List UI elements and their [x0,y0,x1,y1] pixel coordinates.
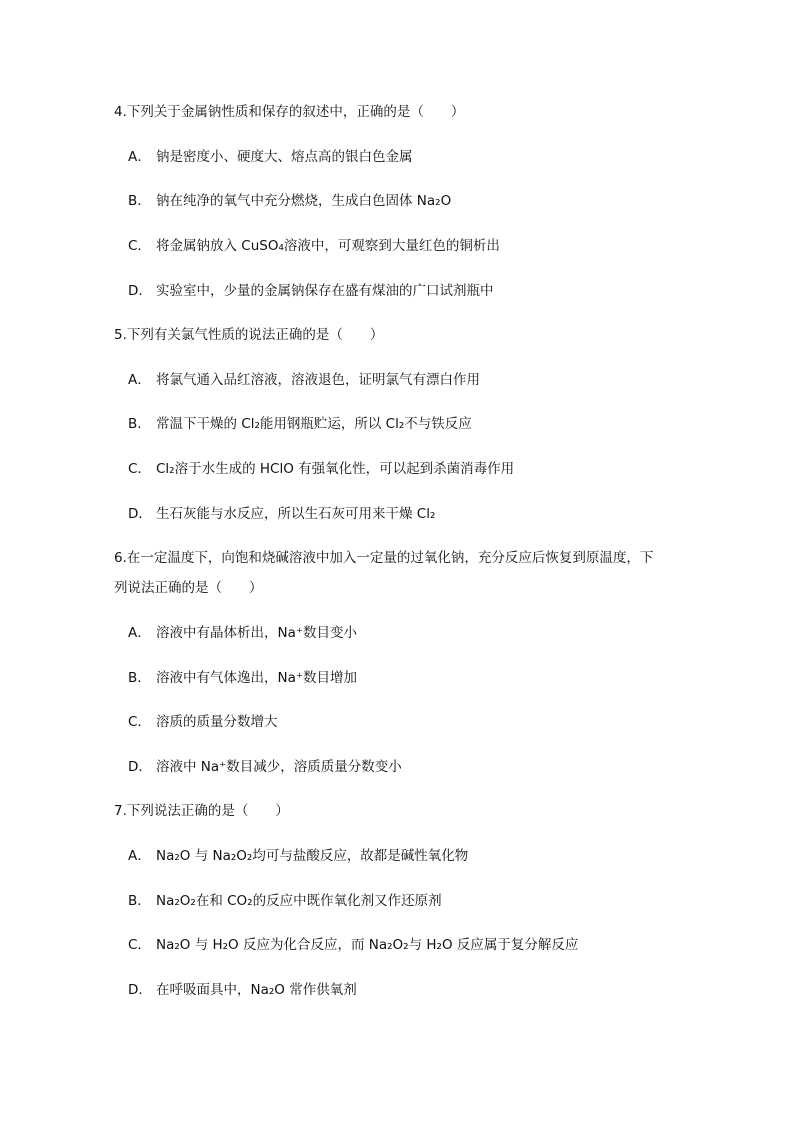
question-5-option-b [128,415,472,433]
option-text: Cl₂溶于水生成的 HClO 有强氧化性，可以起到杀菌消毒作用 [156,461,515,477]
option-text: Na₂O 与 Na₂O₂均可与盐酸反应，故都是碱性氧化物 [156,848,469,864]
option-label: D． [128,759,152,775]
question-4-option-c [128,237,500,255]
option-label: B． [128,670,151,686]
option-text: 溶液中有气体逸出，Na⁺数目增加 [156,670,357,686]
option-text: 生石灰能与水反应，所以生石灰可用来干燥 Cl₂ [156,506,436,522]
option-label: A． [128,372,151,388]
option-text: 常温下干燥的 Cl₂能用钢瓶贮运，所以 Cl₂不与铁反应 [156,416,472,432]
question-6-stem-line-1: 6.在一定温度下，向饱和烧碱溶液中加入一定量的过氧化钠，充分反应后恢复到原温度，下 [114,550,654,566]
option-text: 溶液中有晶体析出，Na⁺数目变小 [156,625,357,641]
option-text: 钠是密度小、硬度大、熔点高的银白色金属 [156,149,413,165]
option-text: 将金属钠放入 CuSO₄溶液中，可观察到大量红色的铜析出 [156,238,500,254]
option-label: B． [128,416,151,432]
option-text: Na₂O₂在和 CO₂的反应中既作氧化剂又作还原剂 [156,893,442,909]
option-label: A． [128,149,151,165]
option-label: A． [128,848,151,864]
option-label: D． [128,506,152,522]
option-label: D． [128,982,152,998]
question-7-option-b [128,892,442,910]
option-text: Na₂O 与 H₂O 反应为化合反应，而 Na₂O₂与 H₂O 反应属于复分解反应 [156,937,579,953]
option-label: C． [128,461,151,477]
option-label: B． [128,193,151,209]
option-label: D． [128,283,152,299]
question-7-option-c [128,936,578,954]
option-text: 溶液中 Na⁺数目减少，溶质质量分数变小 [156,759,402,775]
question-7-option-a [128,847,468,865]
option-label: C． [128,714,151,730]
option-label: C． [128,937,151,953]
option-text: 溶质的质量分数增大 [156,714,278,730]
option-label: C． [128,238,151,254]
option-label: A． [128,625,151,641]
question-6-option-a [128,624,357,642]
question-4-option-b [128,192,451,210]
question-4-stem: 4.下列关于金属钠性质和保存的叙述中，正确的是（ ） [114,104,465,120]
question-5-option-a [128,371,480,389]
question-6-option-d [128,758,402,776]
option-text: 实验室中，少量的金属钠保存在盛有煤油的广口试剂瓶中 [156,283,494,299]
question-6-stem-line-2: 列说法正确的是（ ） [114,580,263,596]
question-4-option-a [128,148,413,166]
question-5-stem: 5.下列有关氯气性质的说法正确的是（ ） [114,327,384,343]
question-6-option-b [128,669,357,687]
option-label: B． [128,893,151,909]
question-7-option-d [128,981,357,999]
option-text: 在呼吸面具中，Na₂O 常作供氧剂 [156,982,357,998]
question-5-option-c [128,460,514,478]
question-6-option-c [128,713,278,731]
question-4-option-d [128,282,494,300]
question-7-stem: 7.下列说法正确的是（ ） [114,803,289,819]
option-text: 将氯气通入品红溶液，溶液退色，证明氯气有漂白作用 [156,372,480,388]
option-text: 钠在纯净的氧气中充分燃烧，生成白色固体 Na₂O [156,193,452,209]
question-5-option-d [128,505,435,523]
